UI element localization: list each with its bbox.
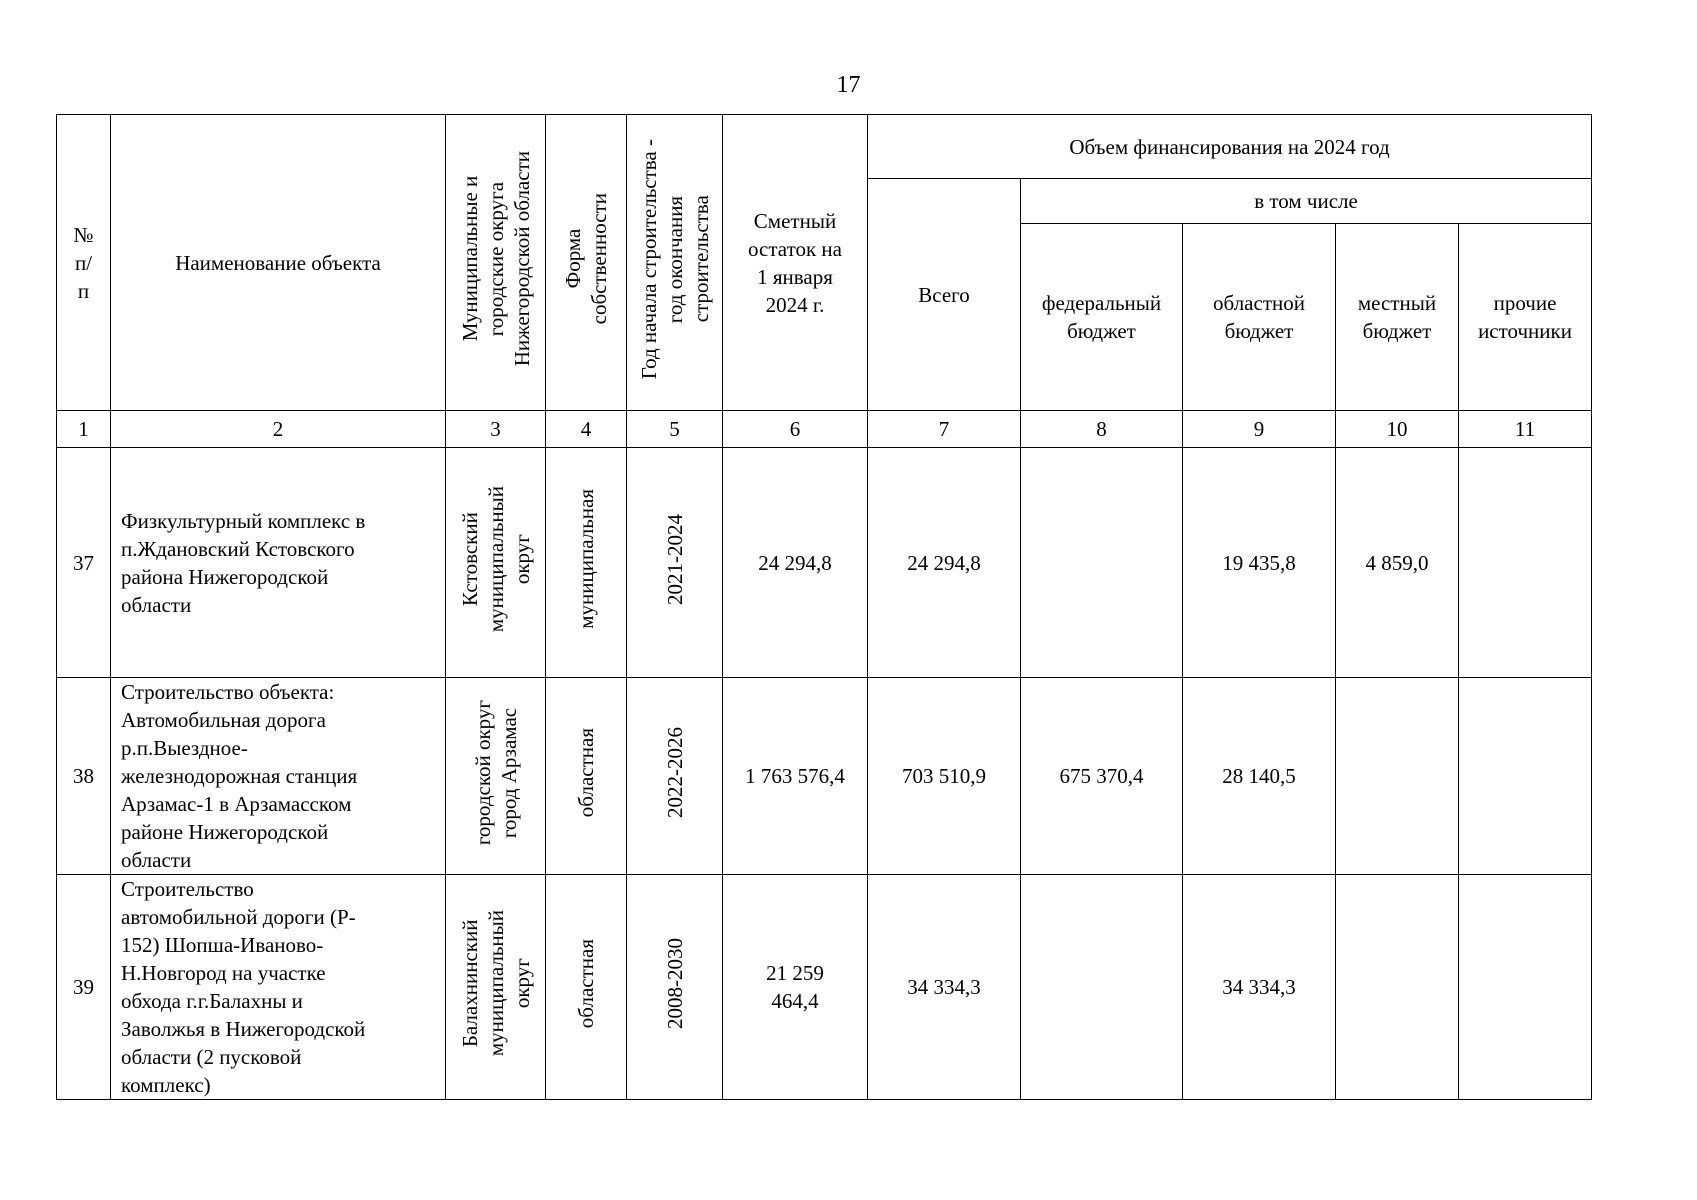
row-municipality-text: Балахнинский муниципальный округ: [457, 910, 534, 1057]
row-municipality: [446, 678, 546, 875]
row-years-text: 2008-2030: [662, 938, 687, 1029]
row-num: 39: [57, 875, 111, 1100]
header-estimate: Сметный остаток на 1 января 2024 г.: [723, 115, 868, 411]
column-number-row: [57, 411, 1592, 448]
row-local: [1336, 875, 1459, 1100]
financing-table: [56, 114, 1592, 1100]
row-estimate: 24 294,8: [723, 448, 868, 678]
column-number: 1: [57, 411, 111, 448]
column-number: 2: [111, 411, 446, 448]
header-other: прочие источники: [1459, 224, 1592, 411]
row-ownership-text: муниципальная: [574, 489, 598, 629]
row-total: 34 334,3: [868, 875, 1021, 1100]
header-municipality-text: Муниципальные и городские округа Нижегородской области: [457, 151, 534, 367]
row-municipality-text: Кстовский муниципальный округ: [457, 485, 534, 633]
column-number: 3: [446, 411, 546, 448]
row-ownership-text: областная: [574, 938, 598, 1029]
row-years: [627, 678, 723, 875]
row-regional: 19 435,8: [1183, 448, 1336, 678]
header-federal: федеральный бюджет: [1021, 224, 1183, 411]
row-federal: 675 370,4: [1021, 678, 1183, 875]
row-federal: [1021, 448, 1183, 678]
column-number: 4: [546, 411, 627, 448]
column-number: 6: [723, 411, 868, 448]
row-regional: 28 140,5: [1183, 678, 1336, 875]
row-other: [1459, 448, 1592, 678]
row-ownership: [546, 448, 627, 678]
header-municipality: [446, 115, 546, 411]
row-name: Строительство автомобильной дороги (Р- 152) Шопша-Иваново- Н.Новгород на участке обхода г.г.Балахны и Заволжья в Нижегородской области (2 пусковой комплекс): [111, 875, 446, 1100]
header-name: Наименование объекта: [111, 115, 446, 411]
row-estimate: 21 259 464,4: [723, 875, 868, 1100]
row-local: 4 859,0: [1336, 448, 1459, 678]
row-name: Строительство объекта: Автомобильная дорога р.п.Выездное- железнодорожная станция Арзамас-1 в Арзамасском районе Нижегородской области: [111, 678, 446, 875]
header-total: Всего: [868, 179, 1021, 411]
row-federal: [1021, 875, 1183, 1100]
table-row: [57, 678, 1592, 875]
header-local: местный бюджет: [1336, 224, 1459, 411]
row-ownership: [546, 678, 627, 875]
header-regional: областной бюджет: [1183, 224, 1336, 411]
header-years: [627, 115, 723, 411]
header-row: [57, 115, 1592, 179]
header-num: № п/ п: [57, 115, 111, 411]
column-number: 7: [868, 411, 1021, 448]
row-total: 24 294,8: [868, 448, 1021, 678]
header-ownership: [546, 115, 627, 411]
column-number: 5: [627, 411, 723, 448]
row-years-text: 2021-2024: [662, 513, 687, 605]
row-num: 37: [57, 448, 111, 678]
row-local: [1336, 678, 1459, 875]
row-num: 38: [57, 678, 111, 875]
header-ownership-text: Форма собственности: [561, 193, 611, 325]
row-total: 703 510,9: [868, 678, 1021, 875]
header-years-text: Год начала строительства - год окончания строительства: [636, 138, 713, 380]
column-number: 8: [1021, 411, 1183, 448]
row-ownership: [546, 875, 627, 1100]
column-number: 11: [1459, 411, 1592, 448]
row-other: [1459, 875, 1592, 1100]
row-years-text: 2022-2026: [662, 727, 687, 818]
header-financing: Объем финансирования на 2024 год: [868, 115, 1592, 179]
row-other: [1459, 678, 1592, 875]
row-name: Физкультурный комплекс в п.Ждановский Кстовского района Нижегородской области: [111, 448, 446, 678]
row-ownership-text: областная: [574, 727, 598, 818]
header-including: в том числе: [1021, 179, 1592, 224]
row-estimate: 1 763 576,4: [723, 678, 868, 875]
column-number: 10: [1336, 411, 1459, 448]
table-row: [57, 875, 1592, 1100]
row-municipality: [446, 875, 546, 1100]
row-years: [627, 448, 723, 678]
column-number: 9: [1183, 411, 1336, 448]
row-years: [627, 875, 723, 1100]
table-row: [57, 448, 1592, 678]
row-municipality: [446, 448, 546, 678]
page-number: 17: [836, 72, 861, 98]
row-municipality-text: городской округ город Арзамас: [470, 699, 521, 846]
row-regional: 34 334,3: [1183, 875, 1336, 1100]
